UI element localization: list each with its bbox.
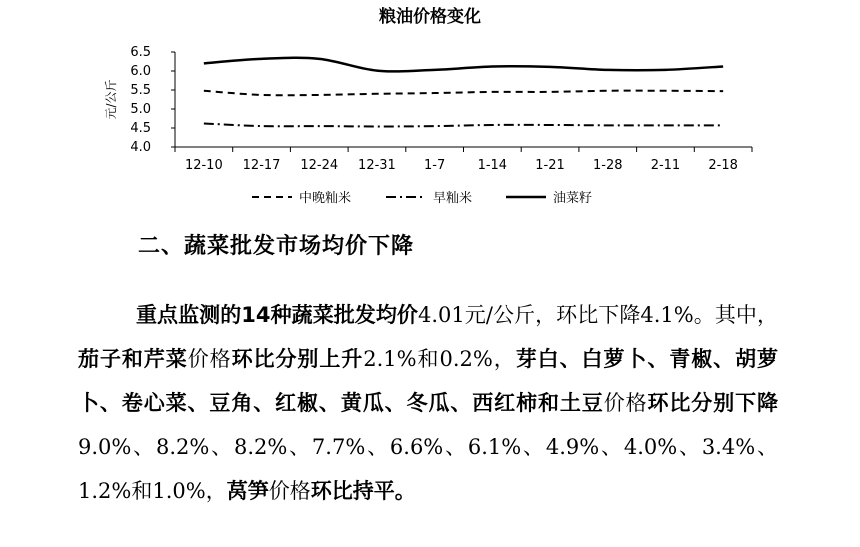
text-run: 9.0%、8.2%、8.2%、7.7%、6.6%、6.1%、4.9%、4.0%、3.4%、1.2%和1.0%，: [78, 435, 778, 503]
y-axis-label: 元/公斤: [104, 79, 118, 120]
x-tick-label: 2-11: [650, 158, 681, 173]
legend-label: 中晚籼米: [299, 191, 352, 206]
bold-text-run: 环比分别上升: [231, 347, 364, 371]
y-tick-label: 4.0: [130, 140, 151, 155]
bold-text-run: 环比持平。: [310, 479, 416, 503]
x-tick-label: 2-18: [708, 158, 738, 173]
y-tick-label: 6.5: [130, 45, 151, 60]
series-line-2: [204, 58, 723, 72]
x-tick-label: 1-28: [592, 158, 623, 173]
x-tick-label: 12-24: [300, 158, 339, 173]
bold-text-run: 环比分别下降: [647, 391, 779, 415]
series-line-0: [204, 91, 723, 96]
legend-label: 早籼米: [433, 191, 473, 206]
x-tick-label: 12-10: [184, 158, 223, 173]
bold-text-run: 莴笋: [226, 479, 269, 503]
bold-text-run: 重点监测的14种蔬菜批发均价: [136, 303, 418, 327]
bold-text-run: 茄子和芹菜: [78, 347, 188, 371]
bold-text-run: 芽白、白萝卜、青椒、胡萝卜、卷心菜、豆角、红椒、黄瓜、冬瓜、西红柿和土豆: [78, 347, 779, 415]
text-run: 价格: [603, 391, 648, 415]
text-run: 价格: [268, 479, 311, 503]
x-tick-label: 12-17: [242, 158, 281, 173]
y-tick-label: 5.0: [130, 102, 151, 117]
x-tick-label: 12-31: [358, 158, 396, 173]
y-tick-label: 4.5: [130, 121, 151, 136]
y-tick-label: 5.5: [130, 83, 151, 98]
text-run: 4.01元/公斤，环比下降4.1%。其中，: [417, 303, 778, 327]
text-run: 2.1%和0.2%，: [363, 347, 516, 371]
chart-title: 粮油价格变化: [379, 7, 481, 27]
x-tick-label: 1-21: [535, 158, 565, 173]
section-paragraph: [78, 293, 778, 513]
chart-canvas: [0, 0, 860, 215]
section-heading: 二、蔬菜批发市场均价下降: [138, 234, 415, 259]
x-tick-label: 1-14: [477, 158, 508, 173]
y-tick-label: 6.0: [130, 64, 151, 79]
series-line-1: [204, 123, 723, 126]
price-chart: [0, 0, 860, 215]
legend-label: 油菜籽: [553, 191, 593, 206]
text-run: 价格: [187, 347, 232, 371]
x-tick-label: 1-7: [424, 158, 446, 173]
